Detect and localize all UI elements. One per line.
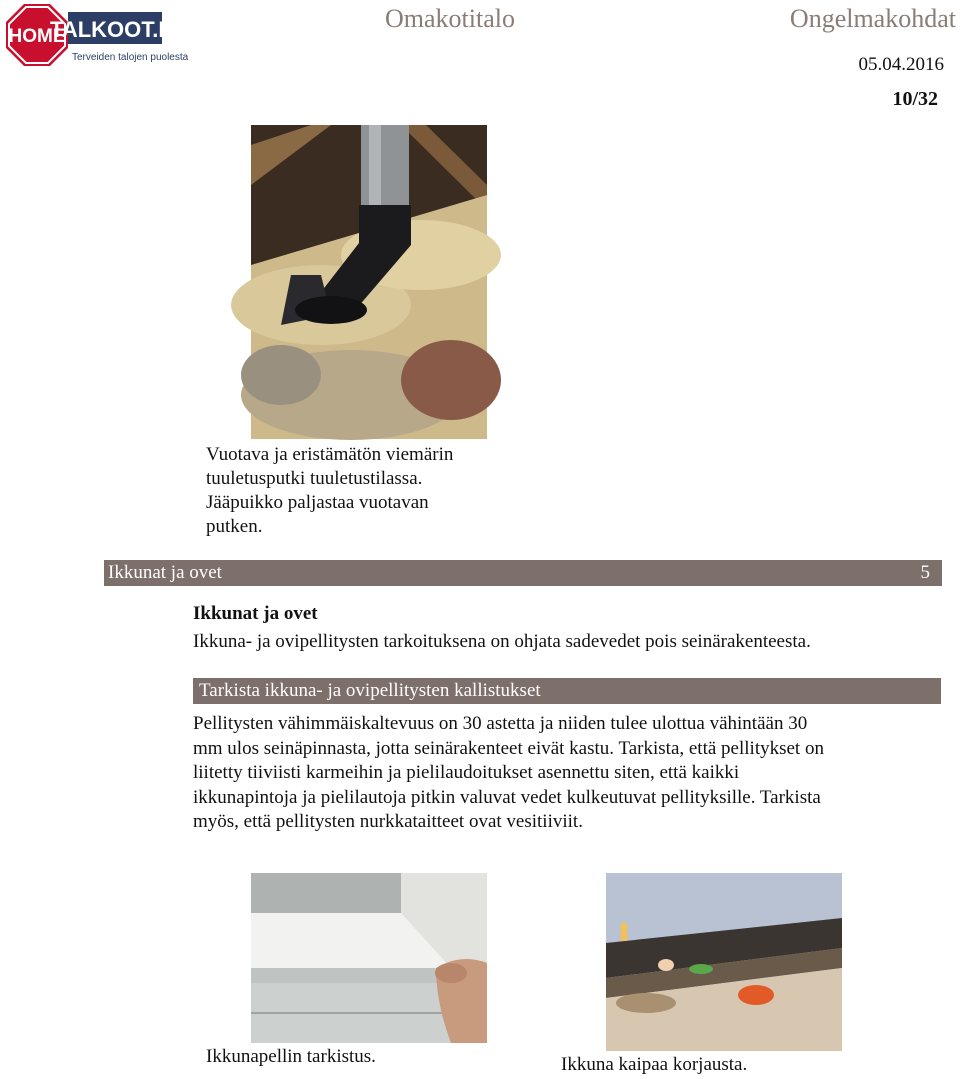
logo-tagline: Terveiden talojen puolesta (72, 52, 189, 63)
caption-line: tuuletusputki tuuletustilassa. (206, 468, 423, 489)
photo-vent-pipe (251, 125, 487, 439)
header-title-left: Omakotitalo (385, 4, 515, 33)
body-line: ikkunapintoja ja pielilautoja pitkin valuvat vedet kulkeutuvat pellityksille. Tarkista (193, 786, 821, 808)
photo3-caption: Ikkuna kaipaa korjausta. (561, 1054, 748, 1075)
photo-window-repair (606, 873, 842, 1051)
caption-line: Jääpuikko paljastaa vuotavan (206, 492, 429, 513)
caption-line: putken. (206, 516, 263, 537)
section-title: Ikkunat ja ovet (108, 562, 222, 583)
header-date: 05.04.2016 (858, 54, 944, 75)
section-bar (104, 560, 942, 586)
logo-graphic (6, 4, 189, 66)
logo-site-text: TALKOOT.FI (50, 17, 178, 42)
photo-window-flashing (251, 873, 487, 1043)
page-number: 10/32 (892, 88, 938, 110)
photo2-caption: Ikkunapellin tarkistus. (206, 1046, 376, 1067)
body-line: Pellitysten vähimmäiskaltevuus on 30 astetta ja niiden tulee ulottua vähintään 30 (193, 713, 808, 734)
section-intro: Ikkuna- ja ovipellitysten tarkoituksena on ohjata sadevedet pois seinärakenteesta. (193, 631, 811, 652)
body-line: myös, että pellitysten nurkkataitteet ovat vesitiiviit. (193, 811, 583, 832)
check-title: Tarkista ikkuna- ja ovipellitysten kallistukset (199, 680, 541, 701)
check-body (193, 712, 943, 835)
check-bar (193, 678, 941, 704)
caption-line: Vuotava ja eristämätön viemärin (206, 444, 454, 465)
section-subtitle: Ikkunat ja ovet (193, 603, 318, 624)
photo1-caption (206, 443, 453, 539)
body-line: mm ulos seinäpinnasta, jotta seinärakenteet eivät kastu. Tarkista, että pellitykset on (193, 737, 824, 759)
logo-home-text: HOME (8, 26, 66, 47)
body-line: liitetty tiiviisti karmeihin ja pielilaudoitukset asennettu siten, että kaikki (193, 762, 740, 783)
hometalkoot-logo[interactable] (6, 4, 189, 66)
header-title-right: Ongelmakohdat (789, 4, 956, 33)
section-number: 5 (920, 562, 930, 583)
